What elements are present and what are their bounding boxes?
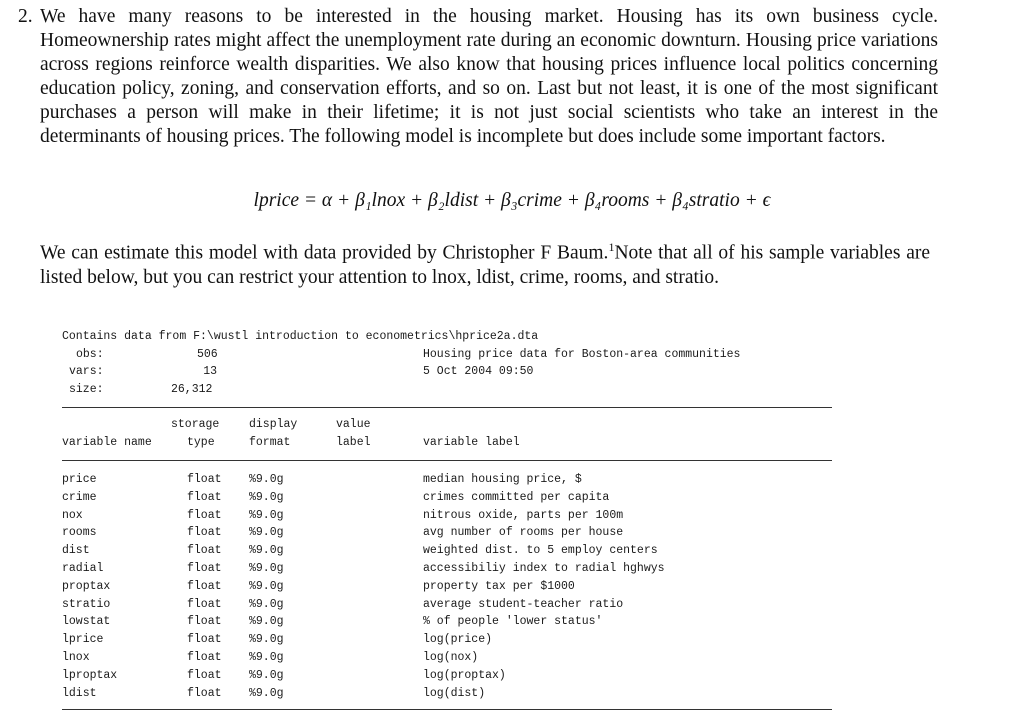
variable-format: %9.0g	[249, 490, 284, 504]
variable-label: log(price)	[423, 633, 493, 647]
followup-paragraph	[40, 235, 930, 290]
variable-label: property tax per $1000	[423, 579, 575, 593]
variable-format: %9.0g	[249, 544, 284, 558]
variable-format: %9.0g	[249, 526, 284, 540]
variable-label: crimes committed per capita	[423, 490, 610, 504]
variable-name: rooms	[62, 526, 97, 540]
obs-value: 506	[197, 348, 218, 361]
dataset-label: Housing price data for Boston-area communities	[423, 348, 741, 361]
variable-name: proptax	[62, 579, 111, 593]
size-label: size:	[69, 383, 104, 396]
variable-type: float	[187, 544, 222, 558]
variable-label: average student-teacher ratio	[423, 597, 624, 611]
variable-format: %9.0g	[249, 633, 284, 647]
variable-type: float	[187, 615, 222, 629]
variable-name: crime	[62, 490, 97, 504]
divider-top	[62, 407, 832, 408]
contains-line: Contains data from F:\wustl introduction to econometrics\hprice2a.dta	[62, 330, 539, 343]
vars-label: vars:	[69, 365, 104, 378]
variable-format: %9.0g	[249, 597, 284, 611]
header-value: value	[336, 418, 371, 431]
variable-name: nox	[62, 508, 83, 522]
variable-name: ldist	[62, 686, 97, 700]
variable-type: float	[187, 508, 222, 522]
dataset-date: 5 Oct 2004 09:50	[423, 365, 534, 378]
header-format: format	[249, 436, 291, 449]
variable-format: %9.0g	[249, 615, 284, 629]
variable-label: % of people 'lower status'	[423, 615, 603, 629]
variable-format: %9.0g	[249, 668, 284, 682]
question-number: 2.	[18, 6, 33, 27]
variable-type: float	[187, 668, 222, 682]
followup-text-after: Note that all of his sample variables are listed below, but you can restrict your attention to lnox, ldist, crime, rooms, and stratio.	[40, 242, 930, 288]
divider-bottom	[62, 709, 832, 710]
header-variable-name: variable name	[62, 436, 152, 449]
header-display: display	[249, 418, 298, 431]
variable-type: float	[187, 490, 222, 504]
header-storage: storage	[171, 418, 220, 431]
variable-name: lprice	[62, 633, 104, 647]
variable-label: weighted dist. to 5 employ centers	[423, 544, 658, 558]
variable-type: float	[187, 562, 222, 575]
variable-type: float	[187, 651, 222, 664]
variable-name: dist	[62, 544, 90, 558]
variable-type: float	[187, 526, 222, 540]
variable-type: float	[187, 579, 222, 593]
model-equation: lprice = α + β₁lnox + β₂ldist + β₃crime + β₄rooms + β₄stratio + ϵ	[253, 190, 771, 211]
variable-label: log(dist)	[423, 686, 486, 700]
variable-label: avg number of rooms per house	[423, 526, 624, 540]
header-type: type	[187, 436, 215, 449]
header-variable-label: variable label	[423, 436, 520, 449]
followup-text-before: We can estimate this model with data provided by Christopher F Baum.	[40, 242, 609, 264]
variable-label: log(nox)	[423, 651, 479, 664]
question-paragraph	[18, 5, 938, 149]
variable-name: lowstat	[62, 615, 111, 629]
variable-format: %9.0g	[249, 562, 284, 575]
variable-label: nitrous oxide, parts per 100m	[423, 508, 624, 522]
variable-type: float	[187, 686, 222, 700]
variable-label: log(proptax)	[423, 668, 506, 682]
divider-middle	[62, 460, 832, 461]
footnote-marker: 1	[608, 240, 615, 254]
variable-name: price	[62, 473, 97, 486]
obs-label: obs:	[76, 348, 104, 361]
question-text: We have many reasons to be interested in the housing market. Housing has its own business cycle. Homeownership rates might affect the unemployment rate during an economic downturn. Housing price variations across regions reinforce wealth disparities. We also know that housing prices influence local politics concerning education policy, zoning, and conservation efforts, and so on. Last but not least, it is one of the most significant purchases a person will make in their lifetime; it is not just social scientists who take an interest in the determinants of housing prices. The following model is incomplete but does include some important factors.	[40, 6, 938, 147]
variable-type: float	[187, 633, 222, 647]
variable-name: lproptax	[62, 668, 118, 682]
variable-name: lnox	[62, 651, 90, 664]
variable-format: %9.0g	[249, 686, 284, 700]
variable-type: float	[187, 473, 222, 486]
variable-format: %9.0g	[249, 579, 284, 593]
variable-label: median housing price, $	[423, 473, 582, 486]
header-label: label	[336, 436, 371, 449]
variable-label: accessibiliy index to radial hghwys	[423, 562, 665, 575]
variable-format: %9.0g	[249, 651, 284, 664]
size-value: 26,312	[171, 383, 213, 396]
variable-format: %9.0g	[249, 508, 284, 522]
variable-type: float	[187, 597, 222, 611]
variable-name: stratio	[62, 597, 111, 611]
variable-format: %9.0g	[249, 473, 284, 486]
vars-value: 13	[203, 365, 217, 378]
variable-name: radial	[62, 562, 104, 575]
